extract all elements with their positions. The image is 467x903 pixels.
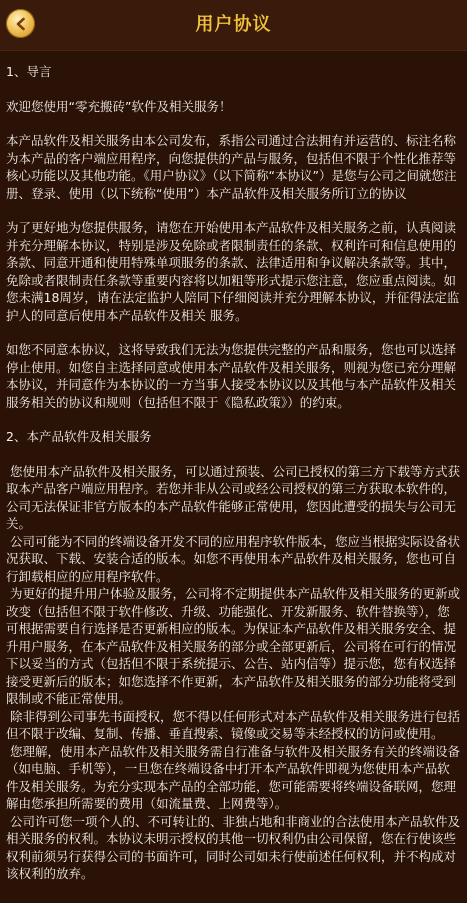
paragraph-read-carefully: 为了更好地为您提供服务，请您在开始使用本产品软件及相关服务之前，认真阅读并充分理解本协议，特别是涉及免除或者限制责任的条款、权利许可和信息使用的条款、同意开通和使用特殊单项服务的条款、法律适用和争议解决条款等。其中，免除或者限制责任条款等重要内容将以加粗等形式提示您注意，您应重点阅读。如您未满18周岁，请在法定监护人陪同下仔细阅读并充分理解本协议，并征得法定监护人的同意后使用本产品软件及相关 服务。	[6, 220, 460, 323]
paragraph-license: 公司许可您一项个人的、不可转让的、非独占地和非商业的合法使用本产品软件及相关服务的权利。本协议未明示授权的其他一切权利仍由公司保留，您在行使该些权利前须另行获得公司的书面许可，同时公司如未行使前述任何权利，并不构成对该权利的放弃。	[6, 813, 460, 881]
page-title: 用户协议	[195, 14, 272, 35]
paragraph-authorization: 除非得到公司事先书面授权，您不得以任何形式对本产品软件及相关服务进行包括但不限于改编、复制、传播、垂直搜索、镜像或交易等未经授权的访问或使用。	[6, 708, 460, 741]
paragraph-welcome: 欢迎您使用“零充搬砖”软件及相关服务！	[6, 98, 232, 114]
paragraph-obtain-software: 您使用本产品软件及相关服务，可以通过预装、公司已授权的第三方下载等方式获取本产品客户端应用程序。若您并非从公司或经公司授权的第三方获取本软件的，公司无法保证非官方版本的本产品软件能够正常使用，您因此遭受的损失与公司无关。	[6, 463, 460, 531]
top-bar	[0, 0, 467, 51]
paragraph-updates: 为更好的提升用户体验及服务，公司将不定期提供本产品软件及相关服务的更新或改变（包括但不限于软件修改、升级、功能强化、开发新服务、软件替换等），您可根据需要自行选择是否更新相应的版本。为保证本产品软件及相关服务安全、提升用户服务，在本产品软件及相关服务的部分或全部更新后，公司将在可行的情况下以妥当的方式（包括但不限于系统提示、公告、站内信等）提示您，您有权选择接受更新后的版本；如您选择不作更新，本产品软件及相关服务的部分功能将受到限制或不能正常使用。	[6, 586, 460, 706]
paragraph-disagree: 如您不同意本协议，这将导致我们无法为您提供完整的产品和服务，您也可以选择停止使用。如您自主选择同意或使用本产品软件及相关服务，则视为您已充分理解本协议，并同意作为本协议的一方当事人接受本协议以及其他与本产品软件及相关服务相关的协议和规则（包括但不限于《隐私政策》）的约束。	[6, 342, 457, 410]
agreement-content[interactable]	[0, 51, 467, 903]
paragraph-devices: 您理解，使用本产品软件及相关服务需自行准备与软件及相关服务有关的终端设备（如电脑、手机等），一旦您在终端设备中打开本产品软件即视为您使用本产品软件及相关服务。为充分实现本产品的全部功能，您可能需要将终端设备联网，您理解由您承担所需要的费用（如流量费、上网费等）。	[6, 743, 460, 811]
section-heading-services: 2、本产品软件及相关服务	[6, 429, 152, 444]
paragraph-product-description: 本产品软件及相关服务由本公司发布，系指公司通过合法拥有并运营的、标注名称为本产品的客户端应用程序，向您提供的产品与服务，包括但不限于个性化推荐等核心功能以及其他功能。《用户协议》（以下简称“本协议”）是您与公司之间就您注册、登录、使用（以下统称“使用”）本产品软件及相关服务所订立的协议	[6, 133, 457, 201]
paragraph-versions: 公司可能为不同的终端设备开发不同的应用程序软件版本，您应当根据实际设备状况获取、下载、安装合适的版本。如您不再使用本产品软件及相关服务，您也可自行卸载相应的应用程序软件。	[6, 533, 460, 584]
section-heading-intro: 1、导言	[6, 64, 52, 79]
